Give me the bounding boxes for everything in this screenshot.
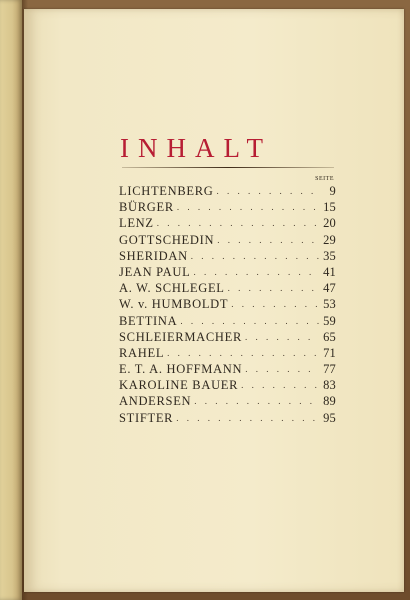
dot-leader (217, 232, 319, 248)
toc-entry (119, 313, 336, 329)
dot-leader (167, 345, 319, 361)
toc-entry (119, 232, 336, 248)
toc-page-number: 41 (323, 264, 336, 279)
facing-page-edge (0, 0, 22, 600)
title-rule (122, 167, 334, 168)
contents-list (119, 183, 336, 426)
toc-entry-name: LICHTENBERG (119, 184, 214, 198)
toc-page-number: 71 (323, 345, 336, 360)
toc-page-number: 47 (323, 281, 336, 296)
toc-entry-name: STIFTER (119, 410, 174, 425)
toc-entry-name: BÜRGER (119, 200, 174, 215)
toc-entry (119, 296, 336, 312)
toc-page-number: 35 (323, 248, 336, 263)
toc-page-number: 89 (323, 394, 336, 409)
toc-entry-name: SCHLEIERMACHER (119, 329, 243, 344)
dot-leader (176, 410, 319, 426)
dot-leader (177, 199, 319, 215)
toc-page-number: 20 (323, 216, 336, 231)
toc-entry (119, 345, 336, 361)
toc-entry-name: RAHEL (119, 345, 165, 360)
dot-leader (180, 313, 319, 329)
dot-leader (191, 248, 319, 264)
toc-entry-name: A. W. SCHLEGEL (119, 281, 225, 296)
toc-page-number: 9 (329, 184, 336, 198)
toc-entry (119, 393, 336, 409)
toc-entry (119, 248, 336, 264)
dot-leader (231, 296, 319, 312)
toc-entry-name: ANDERSEN (119, 394, 192, 409)
toc-page-number: 65 (323, 329, 336, 344)
toc-entry (119, 410, 336, 426)
toc-entry-name: W. v. HUMBOLDT (119, 297, 229, 312)
dot-leader (241, 377, 319, 393)
toc-entry (119, 377, 336, 393)
toc-entry (119, 264, 336, 280)
toc-entry-name: KAROLINE BAUER (119, 378, 239, 393)
dot-leader (194, 393, 319, 409)
dot-leader (245, 329, 319, 345)
toc-page-number: 53 (323, 297, 336, 312)
toc-page-number: 83 (323, 378, 336, 393)
toc-entry-name: BETTINA (119, 313, 178, 328)
contents-title: INHALT (120, 133, 272, 163)
dot-leader (245, 361, 319, 377)
toc-page-number: 59 (323, 313, 336, 328)
toc-entry (119, 329, 336, 345)
toc-entry (119, 361, 336, 377)
toc-entry (119, 183, 336, 199)
toc-entry-name: GOTTSCHEDIN (119, 232, 215, 247)
table-of-contents-page (24, 9, 404, 592)
toc-page-number: 95 (323, 410, 336, 425)
toc-entry-name: LENZ (119, 216, 154, 231)
toc-page-number: 77 (323, 362, 336, 377)
dot-leader (228, 280, 319, 296)
toc-entry-name: JEAN PAUL (119, 264, 191, 279)
toc-entry (119, 215, 336, 231)
dot-leader (217, 183, 320, 199)
toc-entry (119, 280, 336, 296)
toc-page-number: 29 (323, 232, 336, 247)
toc-entry-name: SHERIDAN (119, 248, 188, 263)
page-column-label: SEITE (315, 176, 334, 182)
dot-leader (193, 264, 319, 280)
toc-page-number: 15 (323, 200, 336, 215)
toc-entry-name: E. T. A. HOFFMANN (119, 362, 243, 377)
dot-leader (157, 215, 319, 231)
toc-entry (119, 199, 336, 215)
